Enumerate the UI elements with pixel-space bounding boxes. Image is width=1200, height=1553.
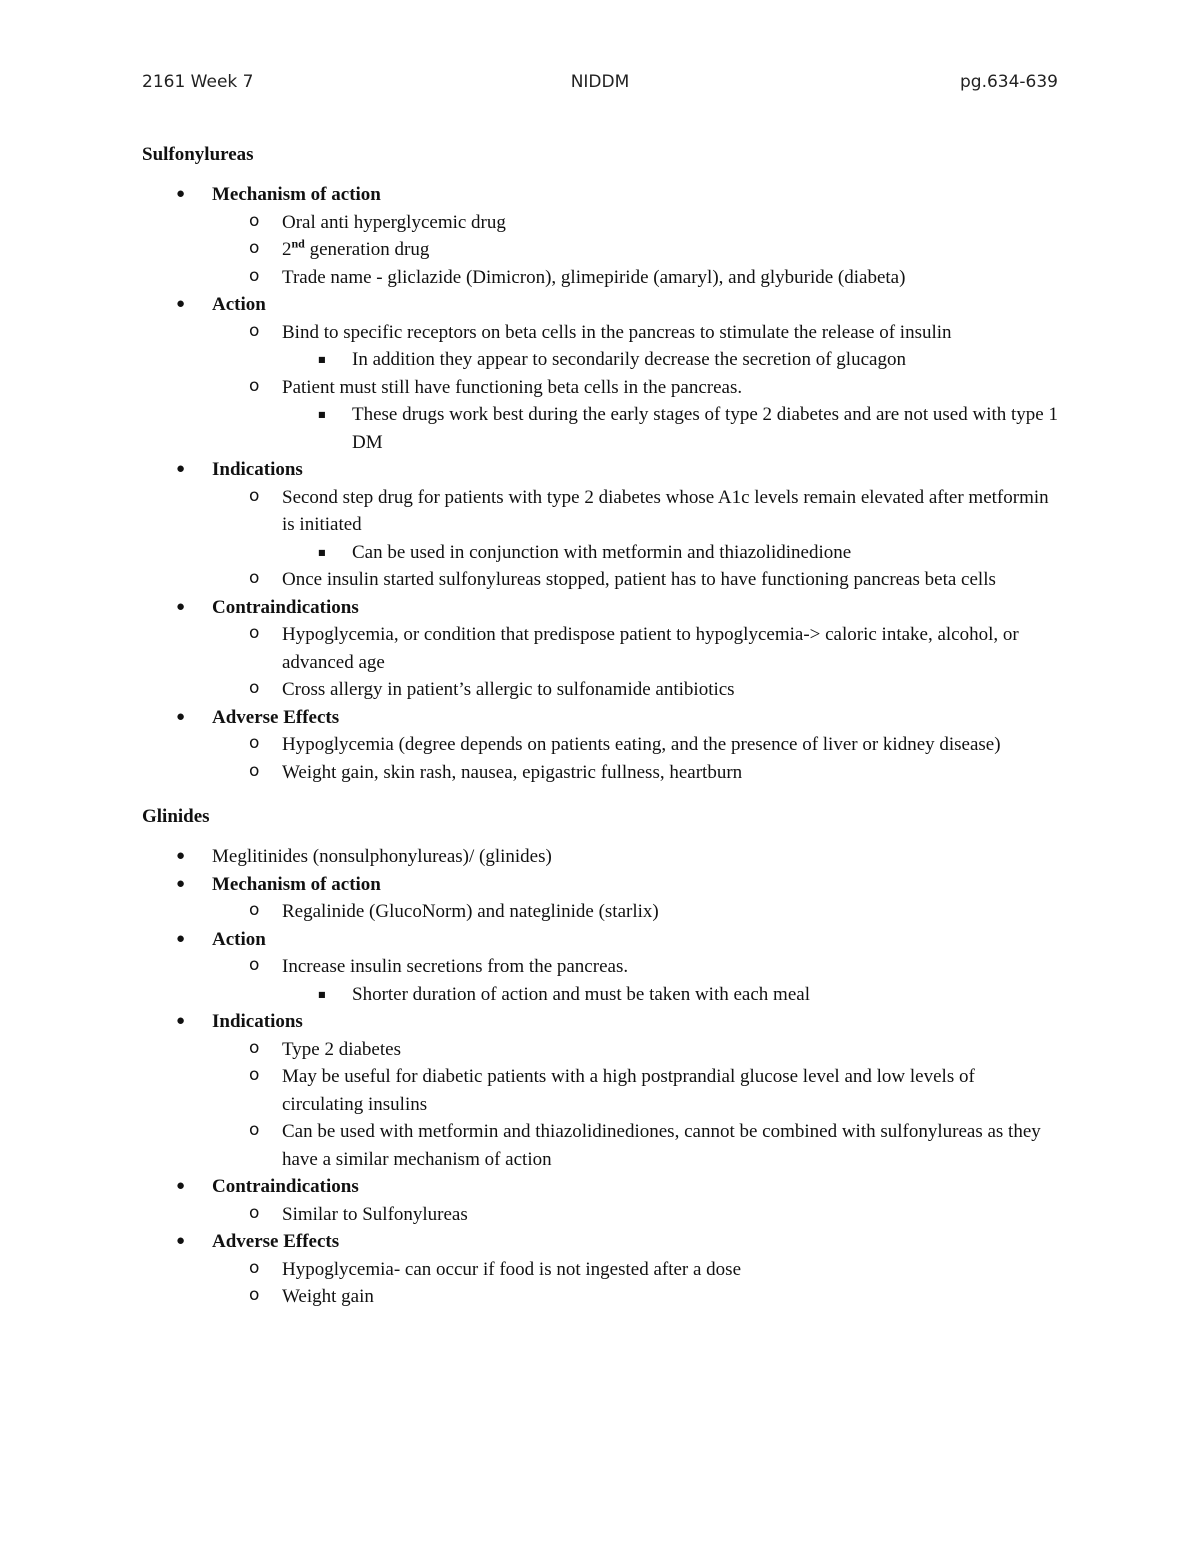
- section-title: Sulfonylureas: [142, 144, 254, 165]
- sub-sub-list-item: [142, 346, 1058, 374]
- sub-list-item-text: May be useful for diabetic patients with a high postprandial glucose level and low levels of circulating insulins: [282, 1066, 975, 1115]
- list-item: [142, 926, 1058, 954]
- sub-list-item-text: Type 2 diabetes: [282, 1038, 401, 1060]
- bullet-circle-icon: o: [249, 238, 260, 258]
- text-prefix: 2: [282, 239, 292, 260]
- list-item: [142, 1173, 1058, 1201]
- bullet-dot-icon: ●: [176, 1178, 186, 1194]
- section: [142, 141, 1058, 786]
- bullet-circle-icon: o: [249, 678, 260, 698]
- superscript: nd: [291, 236, 305, 251]
- list-item: [142, 843, 1058, 871]
- sub-list-item: [142, 264, 1058, 292]
- bullet-list: [142, 181, 1058, 786]
- sub-list-item: [142, 1283, 1058, 1311]
- sub-list-item-text: Hypoglycemia- can occur if food is not ingested after a dose: [282, 1258, 742, 1280]
- bullet-circle-icon: o: [249, 623, 260, 643]
- sub-list-item-text: Regalinide (GlucoNorm) and nateglinide (starlix): [282, 901, 659, 922]
- sub-sub-list-item: [142, 981, 1058, 1009]
- sub-list-item: [142, 374, 1058, 402]
- bullet-circle-icon: o: [249, 568, 260, 588]
- sub-list-item: [142, 621, 1058, 676]
- bullet-dot-icon: ●: [176, 875, 186, 892]
- list-item: [142, 1008, 1058, 1036]
- bullet-circle-icon: o: [249, 1202, 260, 1223]
- bullet-dot-icon: ●: [176, 1013, 186, 1029]
- sub-list-item-text: Weight gain, skin rash, nausea, epigastric fullness, heartburn: [282, 761, 743, 783]
- bullet-circle-icon: o: [249, 955, 260, 975]
- sub-sub-list-item-text: Shorter duration of action and must be taken with each meal: [352, 983, 810, 1005]
- section: [142, 803, 1058, 1311]
- list-item-label: Contraindications: [212, 1176, 359, 1197]
- bullet-dot-icon: ●: [176, 296, 186, 312]
- list-item: [142, 1228, 1058, 1256]
- list-item-label: Adverse Effects: [212, 1231, 340, 1252]
- bullet-circle-icon: o: [249, 320, 260, 341]
- sub-sub-list-item-text: These drugs work best during the early stages of type 2 diabetes and are not used with type 1 DM: [352, 404, 1058, 453]
- bullet-dot-icon: ●: [176, 708, 186, 725]
- sub-list-item: [142, 566, 1058, 594]
- bullet-square-icon: ■: [318, 547, 326, 557]
- sub-list-item: [142, 676, 1058, 704]
- header-course: 2161 Week 7: [142, 72, 254, 92]
- sub-list-item: [142, 759, 1058, 787]
- header-topic: NIDDM: [570, 72, 630, 92]
- list-item-label: Contraindications: [212, 596, 359, 618]
- bullet-dot-icon: ●: [176, 186, 186, 202]
- sub-list-item-text: Bind to specific receptors on beta cells in the pancreas to stimulate the release of insulin: [282, 321, 952, 343]
- bullet-dot-icon: ●: [176, 598, 186, 615]
- sub-list-item-text: Cross allergy in patient’s allergic to sulfonamide antibiotics: [282, 679, 735, 700]
- sub-list-item-text: Patient must still have functioning beta cells in the pancreas.: [282, 376, 743, 398]
- section-title: Glinides: [142, 806, 210, 827]
- document-body: [142, 141, 1058, 1311]
- bullet-list: [142, 843, 1058, 1311]
- bullet-circle-icon: o: [249, 900, 260, 920]
- sub-list-item: [142, 209, 1058, 237]
- sub-list-item: [142, 953, 1058, 981]
- sub-list-item-text: [282, 236, 1058, 264]
- bullet-circle-icon: o: [249, 485, 260, 506]
- list-item-label: Indications: [212, 459, 303, 480]
- bullet-square-icon: ■: [318, 355, 326, 364]
- list-item-label: Mechanism of action: [212, 184, 381, 205]
- sub-list-item: [142, 1118, 1058, 1173]
- sub-list-item-text: Second step drug for patients with type 2 diabetes whose A1c levels remain elevated after metformin is initiated: [282, 486, 1049, 535]
- bullet-circle-icon: o: [249, 1257, 260, 1278]
- sub-list-item-text: Once insulin started sulfonylureas stopped, patient has to have functioning pancreas beta cells: [282, 569, 996, 590]
- sub-list-item: [142, 898, 1058, 926]
- header-pages: pg.634-639: [959, 72, 1058, 92]
- bullet-dot-icon: ●: [176, 1233, 186, 1249]
- bullet-circle-icon: o: [249, 210, 260, 231]
- bullet-circle-icon: o: [249, 733, 260, 753]
- sub-list-item: [142, 1201, 1058, 1229]
- bullet-circle-icon: o: [249, 1120, 260, 1140]
- sub-list-item-text: Hypoglycemia (degree depends on patients eating, and the presence of liver or kidney disease): [282, 734, 1001, 755]
- sub-sub-list-item-text: Can be used in conjunction with metformin and thiazolidinedione: [352, 541, 852, 563]
- sub-list-item: [142, 731, 1058, 759]
- list-item: [142, 291, 1058, 319]
- bullet-circle-icon: o: [249, 1285, 260, 1305]
- sub-list-item-text: Trade name - gliclazide (Dimicron), glimepiride (amaryl), and glyburide (diabeta): [282, 266, 906, 288]
- list-item: [142, 456, 1058, 484]
- sub-list-item-text: Increase insulin secretions from the pancreas.: [282, 956, 629, 977]
- sub-list-item-text: Hypoglycemia, or condition that predispose patient to hypoglycemia-> caloric intake, alcohol, or advanced age: [282, 624, 1019, 673]
- bullet-circle-icon: o: [249, 1065, 260, 1085]
- list-item: [142, 871, 1058, 899]
- sub-list-item: [142, 1256, 1058, 1284]
- list-item-label: Indications: [212, 1011, 303, 1032]
- bullet-circle-icon: o: [249, 760, 260, 781]
- sub-list-item-text: Can be used with metformin and thiazolidinediones, cannot be combined with sulfonylureas as they have a similar mechanism of action: [282, 1121, 1041, 1170]
- list-item-label: Meglitinides (nonsulphonylureas)/ (glinides): [212, 846, 552, 867]
- sub-list-item-text: Oral anti hyperglycemic drug: [282, 211, 506, 233]
- sub-list-item-text: Similar to Sulfonylureas: [282, 1203, 468, 1225]
- bullet-dot-icon: ●: [176, 461, 186, 477]
- sub-list-item-text: Weight gain: [282, 1286, 374, 1307]
- sub-list-item: [142, 484, 1058, 539]
- list-item-label: Action: [212, 928, 266, 950]
- bullet-dot-icon: ●: [176, 930, 186, 947]
- sub-sub-list-item-text: In addition they appear to secondarily decrease the secretion of glucagon: [352, 349, 906, 370]
- bullet-square-icon: ■: [318, 989, 326, 999]
- list-item-label: Mechanism of action: [212, 873, 381, 895]
- list-item: [142, 594, 1058, 622]
- list-item: [142, 181, 1058, 209]
- sub-sub-list-item: [142, 539, 1058, 567]
- list-item-label: Adverse Effects: [212, 706, 340, 728]
- sub-list-item: [142, 319, 1058, 347]
- list-item-label: Action: [212, 294, 266, 315]
- sub-list-item: [142, 1036, 1058, 1064]
- bullet-circle-icon: o: [249, 375, 260, 396]
- sub-list-item: [142, 236, 1058, 264]
- list-item: [142, 704, 1058, 732]
- bullet-circle-icon: o: [249, 265, 260, 286]
- bullet-circle-icon: o: [249, 1037, 260, 1058]
- bullet-square-icon: ■: [318, 410, 326, 419]
- sub-sub-list-item: [142, 401, 1058, 456]
- bullet-dot-icon: ●: [176, 848, 186, 864]
- sub-list-item: [142, 1063, 1058, 1118]
- text-suffix: generation drug: [304, 239, 430, 260]
